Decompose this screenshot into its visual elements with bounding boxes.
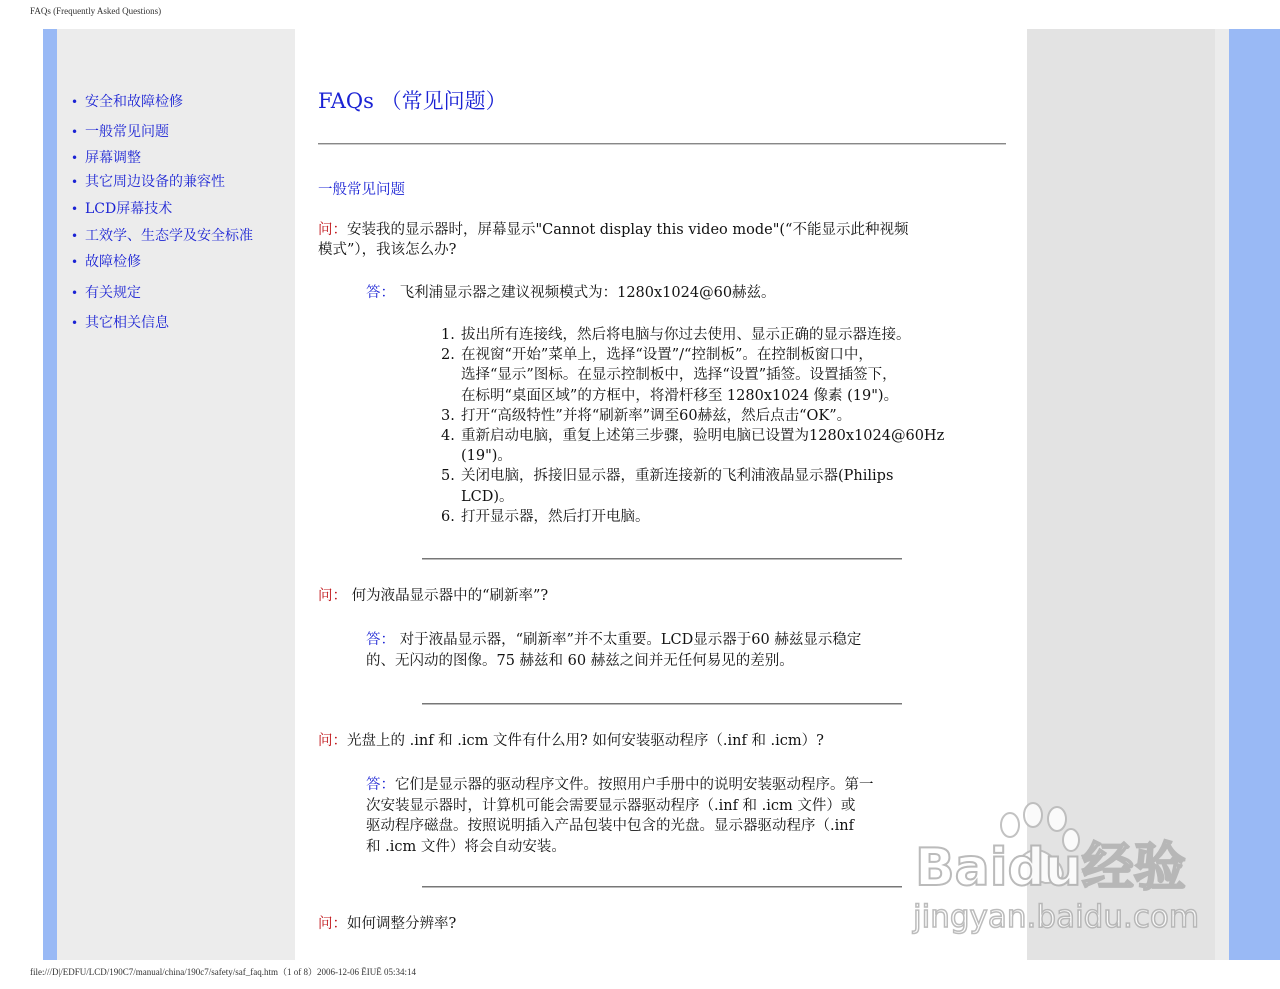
nav-item-general-faq[interactable]: [71, 121, 169, 141]
nav-item-lcd-tech[interactable]: [71, 198, 172, 218]
nav-link[interactable]: LCD屏幕技术: [85, 201, 173, 217]
step-number: 5.: [441, 468, 455, 485]
question-text: 安装我的显示器时，屏幕显示"Cannot display this video mode"(“不能显示此种视频: [347, 222, 909, 238]
step-item: [441, 466, 1001, 506]
nav-link[interactable]: 工效学、生态学及安全标准: [85, 228, 253, 244]
nav-link[interactable]: 故障检修: [85, 254, 141, 270]
bullet-icon: •: [71, 95, 79, 109]
steps-list: [441, 325, 1001, 527]
nav-link[interactable]: 屏幕调整: [85, 150, 141, 166]
bullet-icon: •: [71, 151, 79, 165]
question-text: 如何调整分辨率?: [347, 916, 457, 932]
step-text: 在标明“桌面区域”的方框中，将滑杆移至 1280x1024 像素 (19")。: [461, 387, 899, 404]
page-title: FAQs （常见问题）: [318, 89, 507, 113]
answer-text: 对于液晶显示器，“刷新率”并不太重要。LCD显示器于60 赫兹显示稳定: [399, 632, 862, 648]
step-text: LCD)。: [461, 488, 514, 505]
question-1: [318, 220, 1008, 260]
step-text: 在视窗“开始”菜单上，选择“设置”/“控制板”。在控制板窗口中，: [461, 347, 873, 364]
step-item: [441, 406, 1001, 426]
step-item: [441, 507, 1001, 527]
nav-item-other-info[interactable]: [71, 312, 169, 332]
answer-text-continued: 的、无闪动的图像。75 赫兹和 60 赫兹之间并无任何易见的差别。: [366, 652, 794, 669]
bullet-icon: •: [71, 316, 79, 330]
nav-link[interactable]: 有关规定: [85, 285, 141, 301]
question-4: [318, 914, 456, 934]
answer-label: 答：: [366, 632, 395, 648]
divider: [422, 703, 902, 705]
step-number: 6.: [441, 508, 455, 525]
answer-3: [366, 775, 976, 857]
answer-text-continued: 次安装显示器时，计算机可能会需要显示器驱动程序（.inf 和 .icm 文件）或: [366, 797, 856, 814]
nav-item-screen-adjust[interactable]: [71, 147, 141, 167]
question-3: [318, 731, 824, 751]
bullet-icon: •: [71, 229, 79, 243]
question-label: 问：: [318, 916, 347, 932]
question-label: 问：: [318, 588, 347, 604]
question-label: 问：: [318, 733, 347, 749]
question-text: 光盘上的 .inf 和 .icm 文件有什么用? 如何安装驱动程序（.inf 和 .icm）?: [347, 733, 824, 749]
answer-1: [366, 283, 776, 304]
nav-item-safety[interactable]: [71, 91, 183, 111]
answer-text-continued: 和 .icm 文件）将会自动安装。: [366, 838, 566, 855]
question-text-continued: 模式”），我该怎么办?: [318, 242, 457, 258]
watermark-brand: Baidu经验: [915, 838, 1186, 898]
answer-text: 它们是显示器的驱动程序文件。按照用户手册中的说明安装驱动程序。第一: [395, 777, 874, 793]
question-2: [318, 586, 548, 606]
step-text: (19")。: [461, 448, 512, 465]
nav-link[interactable]: 其它周边设备的兼容性: [85, 174, 225, 190]
bullet-icon: •: [71, 202, 79, 216]
nav-link[interactable]: 一般常见问题: [85, 124, 169, 140]
step-text: 选择“显示”图标。在显示控制板中，选择“设置”插签。设置插签下，: [461, 367, 897, 384]
step-item: [441, 325, 1001, 345]
step-text: 打开“高级特性”并将“刷新率”调至60赫兹，然后点击“OK”。: [461, 407, 852, 424]
nav-item-ergonomics[interactable]: [71, 225, 253, 245]
nav-item-regulations[interactable]: [71, 282, 141, 302]
nav-link[interactable]: 安全和故障检修: [85, 94, 183, 110]
baidu-jingyan-watermark-icon: [905, 795, 1205, 945]
title-divider: [318, 143, 1006, 145]
step-item: [441, 345, 1001, 406]
left-blue-bar: [43, 29, 57, 960]
question-label: 问：: [318, 222, 347, 238]
section-heading: 一般常见问题: [318, 182, 405, 198]
print-header: FAQs (Frequently Asked Questions): [30, 6, 162, 16]
divider: [422, 558, 902, 560]
step-number: 1.: [441, 327, 455, 343]
answer-label: 答：: [366, 777, 395, 793]
watermark-url: jingyan.baidu.com: [913, 899, 1200, 935]
question-text: 何为液晶显示器中的“刷新率”?: [351, 588, 549, 604]
step-text: 重新启动电脑，重复上述第三步骤，验明电脑已设置为1280x1024@60Hz: [461, 428, 945, 445]
divider: [422, 886, 902, 888]
step-number: 2.: [441, 347, 455, 364]
answer-label: 答：: [366, 285, 395, 301]
nav-item-troubleshooting[interactable]: [71, 251, 141, 271]
nav-item-compatibility[interactable]: [71, 171, 225, 191]
bullet-icon: •: [71, 255, 79, 269]
right-blue-bar: [1229, 29, 1280, 960]
step-text: 打开显示器，然后打开电脑。: [461, 508, 650, 525]
step-number: 4.: [441, 428, 455, 445]
step-text: 拔出所有连接线，然后将电脑与你过去使用、显示正确的显示器连接。: [461, 327, 911, 343]
nav-link[interactable]: 其它相关信息: [85, 315, 169, 331]
step-number: 3.: [441, 407, 455, 424]
answer-text-continued: 驱动程序磁盘。按照说明插入产品包装中包含的光盘。显示器驱动程序（.inf: [366, 818, 854, 834]
bullet-icon: •: [71, 125, 79, 139]
answer-2: [366, 630, 966, 671]
right-stripe: [1215, 29, 1229, 960]
sidebar: [57, 29, 295, 960]
answer-text: 飞利浦显示器之建议视频模式为：1280x1024@60赫兹。: [399, 285, 776, 301]
bullet-icon: •: [71, 175, 79, 189]
print-footer: file:///D|/EDFU/LCD/190C7/manual/china/190c7/safety/saf_faq.htm（1 of 8）2006-12-06 ĒIUĒ 05:34:14: [30, 967, 416, 977]
step-item: [441, 426, 1001, 466]
step-text: 关闭电脑，拆接旧显示器，重新连接新的飞利浦液晶显示器(Philips: [461, 468, 894, 485]
bullet-icon: •: [71, 286, 79, 300]
